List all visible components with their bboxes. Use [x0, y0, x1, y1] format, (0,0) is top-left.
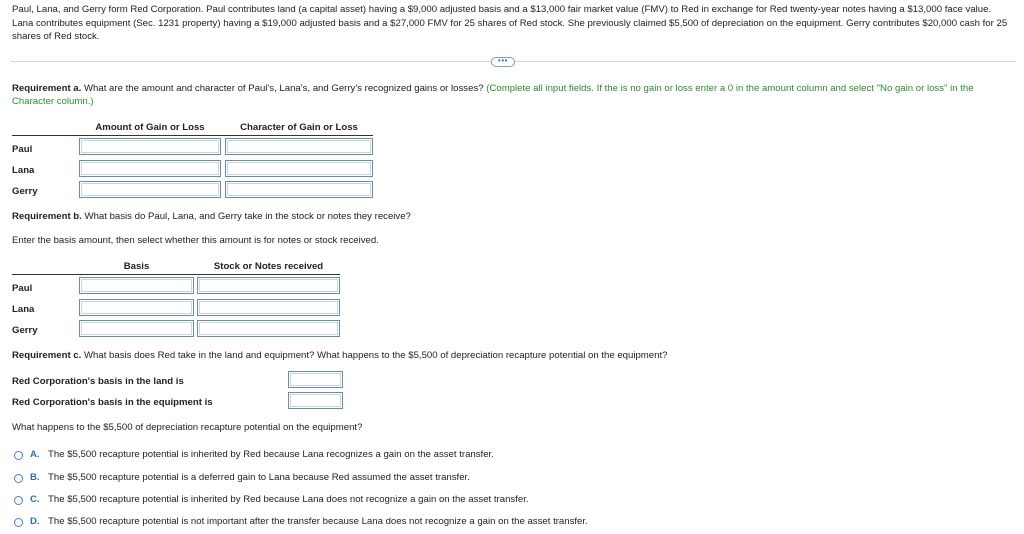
requirement-b-prompt — [12, 210, 1012, 223]
row-label-lana: Lana — [12, 304, 35, 315]
row-label-gerry: Gerry — [12, 325, 38, 336]
option-a-text[interactable]: The $5,500 recapture potential is inherited by Red because Lana recognizes a gain on the asset transfer. — [48, 449, 494, 460]
lana-gain-character-select[interactable] — [225, 160, 373, 177]
row-label-gerry: Gerry — [12, 186, 38, 197]
row-label-paul: Paul — [12, 283, 33, 294]
lana-stock-notes-select[interactable] — [197, 299, 340, 316]
option-b-letter: B. — [30, 472, 40, 483]
requirement-a-title: Requirement a. — [12, 83, 82, 94]
row-label-lana: Lana — [12, 165, 35, 176]
paul-gain-character-select[interactable] — [225, 138, 373, 155]
row-label-paul: Paul — [12, 144, 33, 155]
recapture-question: What happens to the $5,500 of depreciation recapture potential on the equipment? — [12, 422, 363, 433]
option-b-text[interactable]: The $5,500 recapture potential is a deferred gain to Lana because Red assumed the asset transfer. — [48, 472, 470, 483]
requirement-c-prompt — [12, 349, 1012, 362]
paul-gain-amount-input[interactable] — [79, 138, 221, 155]
option-c-radio[interactable] — [14, 496, 23, 505]
col-header-character: Character of Gain or Loss — [240, 122, 358, 133]
option-b-radio[interactable] — [14, 474, 23, 483]
gerry-basis-input[interactable] — [79, 320, 194, 337]
table-a-header-rule — [12, 135, 373, 136]
lana-gain-amount-input[interactable] — [79, 160, 221, 177]
option-d-text[interactable]: The $5,500 recapture potential is not important after the transfer because Lana does not recognize a gain on the asset transfer. — [48, 516, 588, 527]
problem-statement: Paul, Lana, and Gerry form Red Corporation. Paul contributes land (a capital asset) having a $9,000 adjusted basis and a $13,000 fair market value (FMV) to Red in exchange for Red twenty-year notes having a $13,000 face value. Lana contributes equipment (Sec. 1231 property) having a $19,000 adjusted basis and a $27,000 FMV for 25 shares of Red stock. She previously claimed $5,500 of depreciation on the equipment. Gerry contributes $20,000 cash for 25 shares of Red stock. — [12, 4, 1008, 43]
col-header-basis: Basis — [123, 261, 150, 272]
table-b-header-rule — [12, 274, 340, 275]
gerry-stock-notes-select[interactable] — [197, 320, 340, 337]
requirement-b-instruction: Enter the basis amount, then select whether this amount is for notes or stock received. — [12, 235, 379, 246]
col-header-amount: Amount of Gain or Loss — [95, 122, 205, 133]
land-basis-label: Red Corporation's basis in the land is — [12, 376, 184, 387]
requirement-a-prompt — [12, 82, 1012, 108]
paul-stock-notes-select[interactable] — [197, 277, 340, 294]
equipment-basis-label: Red Corporation's basis in the equipment is — [12, 397, 213, 408]
lana-basis-input[interactable] — [79, 299, 194, 316]
col-header-stock-or-notes: Stock or Notes received — [213, 261, 324, 272]
requirement-c-question: What basis does Red take in the land and equipment? What happens to the $5,500 of depreciation recapture potential on the equipment? — [83, 350, 668, 361]
option-c-text[interactable]: The $5,500 recapture potential is inherited by Red because Lana does not recognize a gain on the asset transfer. — [48, 494, 529, 505]
gerry-gain-amount-input[interactable] — [79, 181, 221, 198]
requirement-a-instruction: (Complete all input fields. If the is no gain or loss enter a 0 in the amount column and select "No gain or loss" in the Character column.) — [12, 83, 974, 107]
option-d-radio[interactable] — [14, 518, 23, 527]
option-a-radio[interactable] — [14, 451, 23, 460]
option-c-letter: C. — [30, 494, 40, 505]
paul-basis-input[interactable] — [79, 277, 194, 294]
requirement-a-question: What are the amount and character of Paul's, Lana's, and Gerry's recognized gains or losses? — [83, 83, 484, 94]
requirement-c-title: Requirement c. — [12, 350, 82, 361]
requirement-b-title: Requirement b. — [12, 211, 82, 222]
option-a-letter: A. — [30, 449, 40, 460]
gerry-gain-character-select[interactable] — [225, 181, 373, 198]
option-d-letter: D. — [30, 516, 40, 527]
land-basis-input[interactable] — [288, 371, 343, 388]
requirement-b-question: What basis do Paul, Lana, and Gerry take in the stock or notes they receive? — [84, 211, 411, 222]
more-button[interactable]: ••• — [491, 57, 515, 67]
equipment-basis-input[interactable] — [288, 392, 343, 409]
